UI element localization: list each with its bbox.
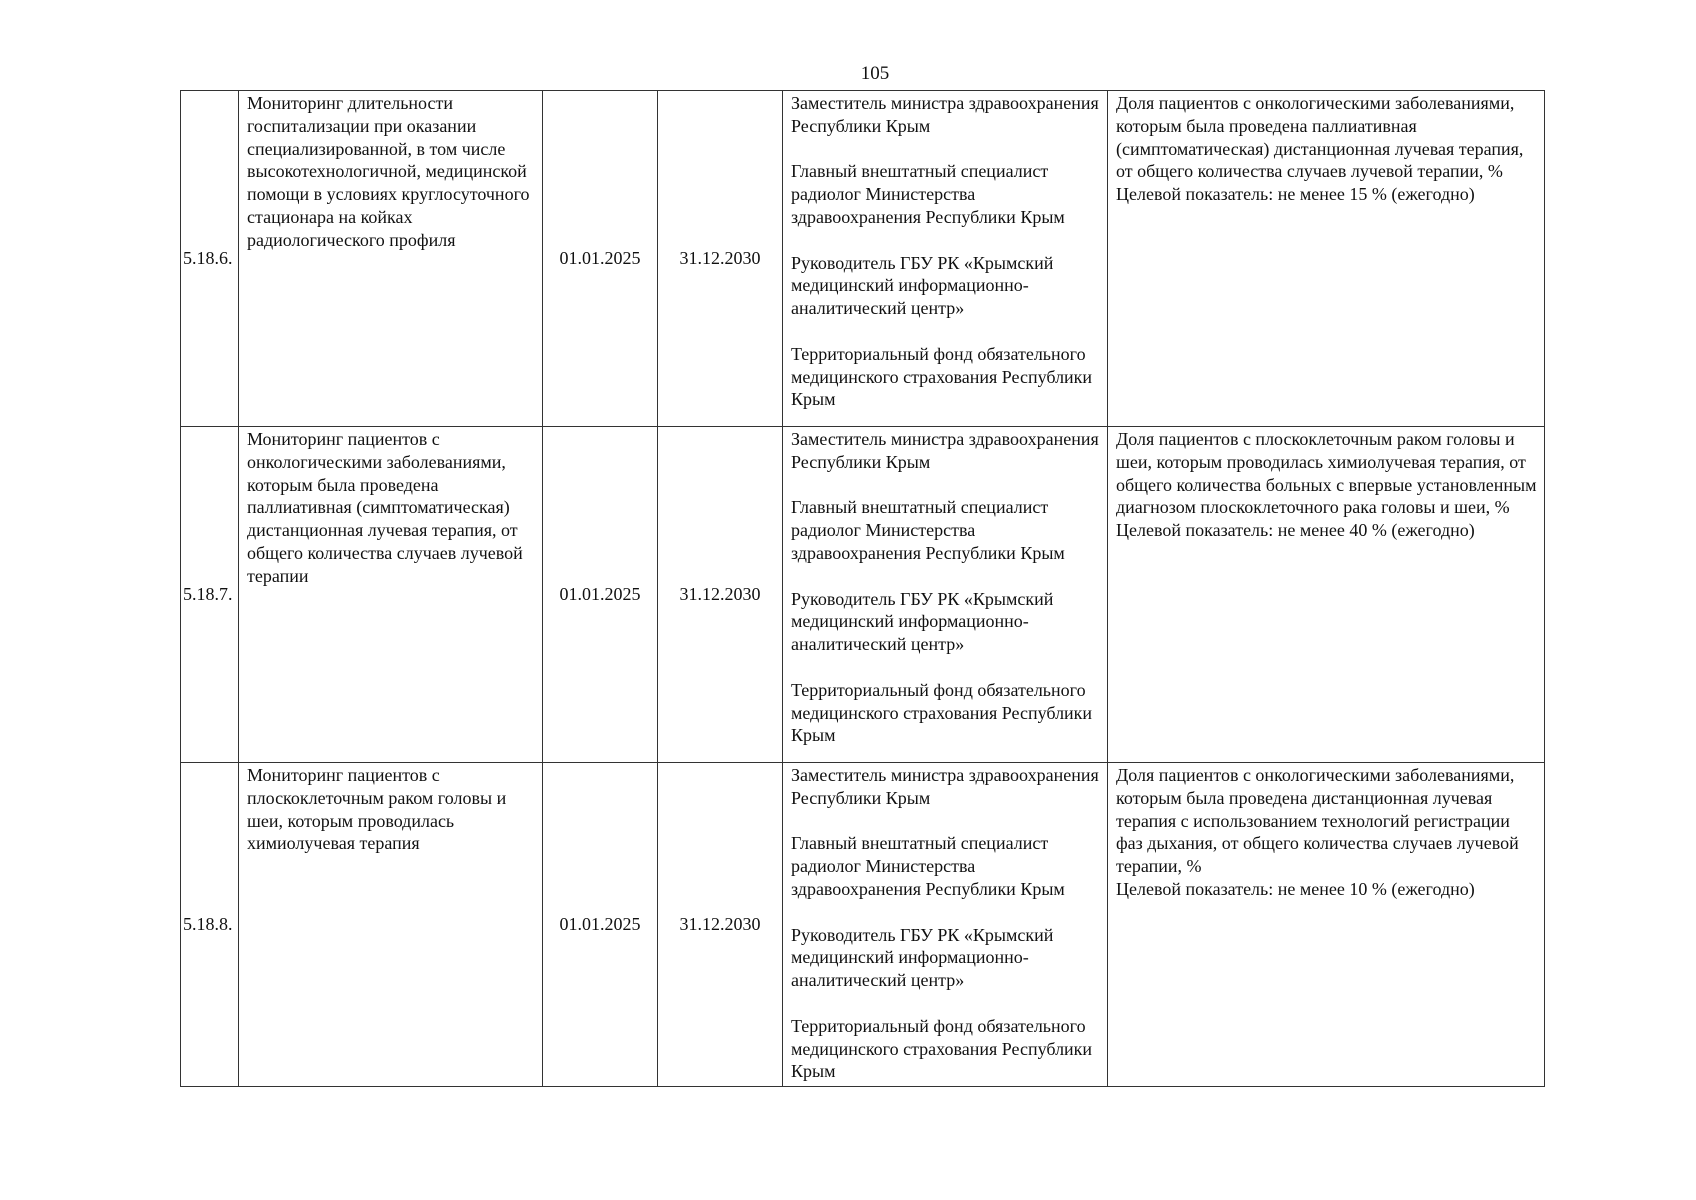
indicator-cell [1108, 427, 1545, 763]
responsible-miac-head: Руководитель ГБУ РК «Крымский медицинский информационно-аналитический центр» [791, 252, 1054, 319]
start-date: 01.01.2025 [543, 91, 658, 427]
target-value: Целевой показатель: не менее 10 % (ежегодно) [1116, 878, 1475, 899]
table-row [181, 91, 1545, 427]
responsible-tfoms: Территориальный фонд обязательного медицинского страхования Республики Крым [791, 679, 1093, 746]
responsible-tfoms: Территориальный фонд обязательного медицинского страхования Республики Крым [791, 343, 1093, 410]
indicator-text: Доля пациентов с онкологическими заболеваниями, которым была проведена паллиативная (симптоматическая) дистанционная лучевая терапия, от общего количества случаев лучевой терапии, % [1116, 93, 1524, 182]
table-row [181, 763, 1545, 1087]
page-number: 105 [860, 63, 890, 84]
responsible-cell [783, 91, 1108, 427]
responsible-tfoms: Территориальный фонд обязательного медицинского страхования Республики Крым [791, 1015, 1093, 1082]
indicator-text: Доля пациентов с онкологическими заболеваниями, которым была проведена дистанционная лучевая терапия с использованием технологий регистрации фаз дыхания, от общего количества случаев лучевой терапии, % [1116, 765, 1519, 877]
responsible-deputy-minister: Заместитель министра здравоохранения Республики Крым [791, 765, 1099, 808]
responsible-deputy-minister: Заместитель министра здравоохранения Республики Крым [791, 93, 1099, 136]
activities-table [180, 90, 1545, 1087]
responsible-chief-radiologist: Главный внештатный специалист радиолог Министерства здравоохранения Республики Крым [791, 833, 1065, 899]
responsible-chief-radiologist: Главный внештатный специалист радиолог Министерства здравоохранения Республики Крым [791, 161, 1065, 227]
activity-title: Мониторинг пациентов с плоскоклеточным раком головы и шеи, которым проводилась химиолучевая терапия [239, 763, 543, 1087]
end-date: 31.12.2030 [658, 91, 783, 427]
activity-title: Мониторинг длительности госпитализации при оказании специализированной, в том числе высокотехнологичной, медицинской помощи в условиях круглосуточного стационара на койках радиологического профиля [239, 91, 543, 427]
responsible-miac-head: Руководитель ГБУ РК «Крымский медицинский информационно-аналитический центр» [791, 924, 1054, 991]
start-date: 01.01.2025 [543, 427, 658, 763]
target-value: Целевой показатель: не менее 15 % (ежегодно) [1116, 184, 1475, 205]
responsible-cell [783, 763, 1108, 1087]
responsible-chief-radiologist: Главный внештатный специалист радиолог Министерства здравоохранения Республики Крым [791, 497, 1065, 563]
responsible-deputy-minister: Заместитель министра здравоохранения Республики Крым [791, 429, 1099, 472]
start-date: 01.01.2025 [543, 763, 658, 1087]
item-number: 5.18.6. [181, 91, 239, 427]
item-number: 5.18.8. [181, 763, 239, 1087]
table-row [181, 427, 1545, 763]
indicator-cell [1108, 91, 1545, 427]
indicator-cell [1108, 763, 1545, 1087]
activity-title: Мониторинг пациентов с онкологическими заболеваниями, которым была проведена паллиативная (симптоматическая) дистанционная лучевая терапия, от общего количества случаев лучевой терапии [239, 427, 543, 763]
target-value: Целевой показатель: не менее 40 % (ежегодно) [1116, 520, 1475, 541]
responsible-miac-head: Руководитель ГБУ РК «Крымский медицинский информационно-аналитический центр» [791, 588, 1054, 655]
responsible-cell [783, 427, 1108, 763]
item-number: 5.18.7. [181, 427, 239, 763]
end-date: 31.12.2030 [658, 427, 783, 763]
indicator-text: Доля пациентов с плоскоклеточным раком головы и шеи, которым проводилась химиолучевая терапия, от общего количества больных с впервые установленным диагнозом плоскоклеточного рака головы и шеи, % [1116, 429, 1537, 518]
end-date: 31.12.2030 [658, 763, 783, 1087]
